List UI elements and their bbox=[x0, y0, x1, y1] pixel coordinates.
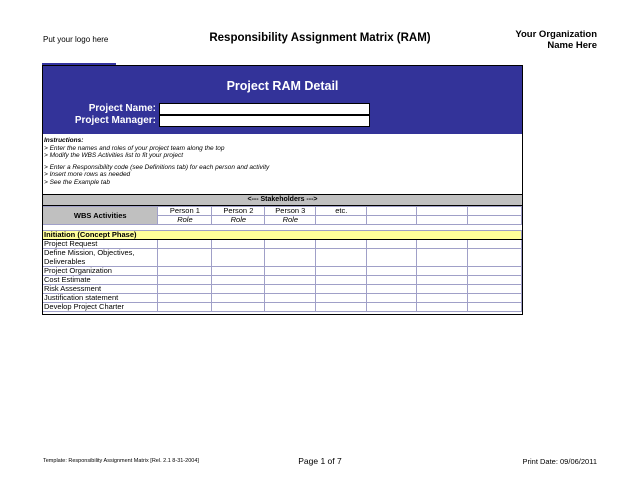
activity-row bbox=[43, 294, 522, 303]
responsibility-cell[interactable] bbox=[265, 294, 316, 303]
responsibility-cell[interactable] bbox=[158, 285, 212, 294]
activity-name[interactable]: Justification statement bbox=[43, 294, 158, 303]
activity-name[interactable]: Risk Assessment bbox=[43, 285, 158, 294]
stakeholders-bar: <--- Stakeholders ---> bbox=[43, 194, 522, 206]
instruction-line: > Enter the names and roles of your project team along the top bbox=[44, 144, 225, 152]
ram-sheet bbox=[42, 65, 523, 315]
responsibility-cell[interactable] bbox=[265, 240, 316, 249]
responsibility-cell[interactable] bbox=[417, 303, 468, 312]
activity-name[interactable]: Develop Project Charter bbox=[43, 303, 158, 312]
responsibility-cell[interactable] bbox=[316, 267, 367, 276]
document-title: Responsibility Assignment Matrix (RAM) bbox=[209, 32, 431, 44]
responsibility-cell[interactable] bbox=[468, 267, 522, 276]
responsibility-cell[interactable] bbox=[212, 267, 265, 276]
activity-row bbox=[43, 240, 522, 249]
ram-matrix bbox=[43, 206, 522, 312]
wbs-activities-header: WBS Activities bbox=[43, 207, 158, 225]
responsibility-cell[interactable] bbox=[468, 303, 522, 312]
responsibility-cell[interactable] bbox=[265, 285, 316, 294]
phase-row bbox=[43, 231, 522, 240]
responsibility-cell[interactable] bbox=[468, 285, 522, 294]
responsibility-cell[interactable] bbox=[212, 285, 265, 294]
responsibility-cell[interactable] bbox=[158, 249, 212, 267]
person-cell[interactable]: Person 2 bbox=[212, 207, 265, 216]
responsibility-cell[interactable] bbox=[367, 294, 417, 303]
project-name-label: Project Name: bbox=[88, 103, 156, 114]
responsibility-cell[interactable] bbox=[468, 276, 522, 285]
instructions bbox=[44, 137, 269, 186]
print-date: Print Date: 09/06/2011 bbox=[522, 457, 597, 466]
activity-name[interactable]: Project Organization bbox=[43, 267, 158, 276]
responsibility-cell[interactable] bbox=[212, 249, 265, 267]
org-line-1: Your Organization bbox=[515, 29, 597, 40]
responsibility-cell[interactable] bbox=[417, 249, 468, 267]
responsibility-cell[interactable] bbox=[158, 276, 212, 285]
person-cell[interactable]: Person 1 bbox=[158, 207, 212, 216]
page-number: Page 1 of 7 bbox=[298, 456, 342, 466]
responsibility-cell[interactable] bbox=[316, 294, 367, 303]
responsibility-cell[interactable] bbox=[367, 285, 417, 294]
role-cell[interactable]: Role bbox=[265, 216, 316, 225]
activity-row bbox=[43, 249, 522, 267]
organization-name bbox=[515, 29, 597, 51]
instructions-heading: Instructions: bbox=[44, 137, 84, 144]
responsibility-cell[interactable] bbox=[316, 276, 367, 285]
person-cell[interactable] bbox=[417, 207, 468, 216]
responsibility-cell[interactable] bbox=[367, 276, 417, 285]
instruction-line: > Insert more rows as needed bbox=[44, 171, 131, 178]
person-cell[interactable] bbox=[367, 207, 417, 216]
activity-row bbox=[43, 276, 522, 285]
activity-row bbox=[43, 303, 522, 312]
responsibility-cell[interactable] bbox=[212, 276, 265, 285]
person-cell[interactable]: etc. bbox=[316, 207, 367, 216]
role-cell[interactable]: Role bbox=[212, 216, 265, 225]
project-manager-field[interactable] bbox=[159, 115, 370, 127]
responsibility-cell[interactable] bbox=[212, 240, 265, 249]
responsibility-cell[interactable] bbox=[468, 249, 522, 267]
responsibility-cell[interactable] bbox=[158, 240, 212, 249]
responsibility-cell[interactable] bbox=[367, 267, 417, 276]
responsibility-cell[interactable] bbox=[417, 294, 468, 303]
person-cell[interactable] bbox=[468, 207, 522, 216]
responsibility-cell[interactable] bbox=[367, 303, 417, 312]
role-cell[interactable] bbox=[367, 216, 417, 225]
responsibility-cell[interactable] bbox=[417, 240, 468, 249]
role-cell[interactable] bbox=[468, 216, 522, 225]
phase-label: Initiation (Concept Phase) bbox=[43, 231, 522, 240]
activity-name[interactable]: Project Request bbox=[43, 240, 158, 249]
responsibility-cell[interactable] bbox=[265, 276, 316, 285]
responsibility-cell[interactable] bbox=[265, 249, 316, 267]
responsibility-cell[interactable] bbox=[212, 294, 265, 303]
responsibility-cell[interactable] bbox=[417, 276, 468, 285]
responsibility-cell[interactable] bbox=[468, 294, 522, 303]
responsibility-cell[interactable] bbox=[417, 267, 468, 276]
ram-title: Project RAM Detail bbox=[226, 79, 339, 93]
activity-name[interactable]: Define Mission, Objectives, Deliverables bbox=[43, 249, 158, 267]
instruction-line: > Enter a Responsibility code (see Definitions tab) for each person and activity bbox=[44, 163, 270, 171]
logo-placeholder: Put your logo here bbox=[43, 35, 109, 44]
responsibility-cell[interactable] bbox=[316, 240, 367, 249]
role-cell[interactable]: Role bbox=[158, 216, 212, 225]
person-row bbox=[43, 207, 522, 216]
responsibility-cell[interactable] bbox=[316, 285, 367, 294]
org-line-2: Name Here bbox=[547, 40, 597, 51]
responsibility-cell[interactable] bbox=[158, 267, 212, 276]
role-cell[interactable] bbox=[417, 216, 468, 225]
role-cell[interactable] bbox=[316, 216, 367, 225]
responsibility-cell[interactable] bbox=[367, 240, 417, 249]
template-note: Template: Responsibility Assignment Matrix [Rel. 2.1 8-31-2004] bbox=[43, 458, 199, 464]
activity-name[interactable]: Cost Estimate bbox=[43, 276, 158, 285]
responsibility-cell[interactable] bbox=[316, 249, 367, 267]
responsibility-cell[interactable] bbox=[417, 285, 468, 294]
responsibility-cell[interactable] bbox=[265, 303, 316, 312]
ram-header-band bbox=[43, 66, 522, 134]
responsibility-cell[interactable] bbox=[265, 267, 316, 276]
activity-row bbox=[43, 285, 522, 294]
activity-row bbox=[43, 267, 522, 276]
instruction-line: > See the Example tab bbox=[44, 178, 110, 186]
responsibility-cell[interactable] bbox=[367, 249, 417, 267]
instruction-line: > Modify the WBS Activities list to fit your project bbox=[44, 152, 184, 159]
person-cell[interactable]: Person 3 bbox=[265, 207, 316, 216]
responsibility-cell[interactable] bbox=[316, 303, 367, 312]
project-name-field[interactable] bbox=[159, 103, 370, 115]
responsibility-cell[interactable] bbox=[158, 303, 212, 312]
responsibility-cell[interactable] bbox=[158, 294, 212, 303]
project-manager-label: Project Manager: bbox=[74, 115, 156, 126]
responsibility-cell[interactable] bbox=[468, 240, 522, 249]
responsibility-cell[interactable] bbox=[212, 303, 265, 312]
